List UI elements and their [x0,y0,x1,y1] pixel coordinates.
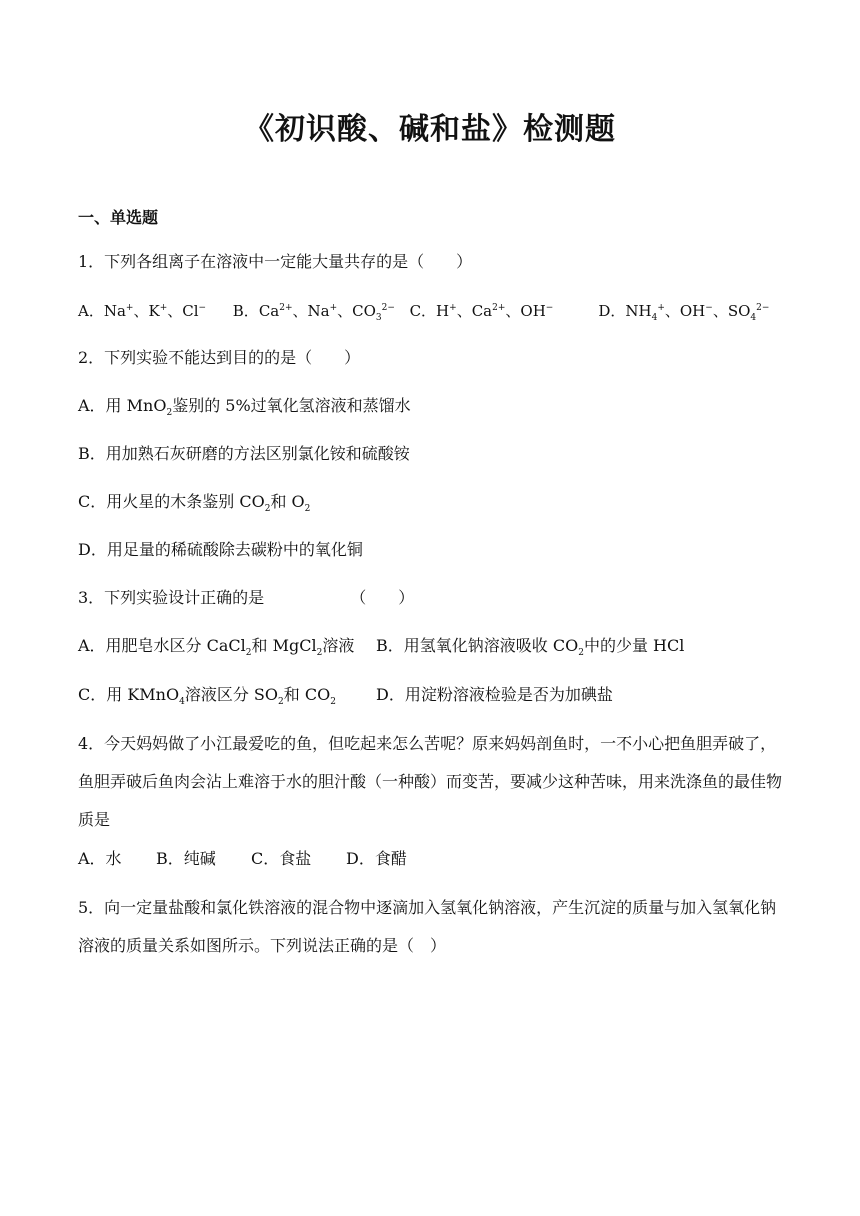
question-3-options-row1 [78,634,684,658]
question-4-option-c: C．食盐 [251,849,312,868]
question-3-option-a: A．用肥皂水区分 CaCl$_2$和 MgCl$_2$溶液 [78,636,355,659]
question-3-option-d: D．用淀粉溶液检验是否为加碘盐 [376,685,613,704]
question-1-option-b: B．$Ca^{2+}$、Na+、$CO_3^{2-}$ [232,302,395,323]
question-3-stem: 3．下列实验设计正确的是 （ ） [78,588,415,607]
question-4-option-d: D．食醋 [346,849,407,868]
question-5-stem: 5．向一定量盐酸和氯化铁溶液的混合物中逐滴加入氢氧化钠溶液，产生沉淀的质量与加入氢氧化钠溶液的质量关系如图所示。下列说法正确的是（ ） [78,898,777,955]
question-4-option-b: B．纯碱 [156,849,216,868]
question-4-stem: 4．今天妈妈做了小江最爱吃的鱼，但吃起来怎么苦呢？原来妈妈剖鱼时，一不小心把鱼胆弄破了，鱼胆弄破后鱼肉会沾上难溶于水的胆汁酸（一种酸）而变苦，要减少这种苦味，用来洗涤鱼的最佳物质是 [78,734,783,829]
question-1-stem: 1．下列各组离子在溶液中一定能大量共存的是（ ） [78,252,473,271]
question-1-options [78,300,769,321]
question-2-option-a: A．用 MnO$_2$鉴别的 5%过氧化氢溶液和蒸馏水 [78,396,411,419]
question-1-option-d: D．$NH_4^+$、OH−、$SO_4^{2-}$ [598,302,770,323]
question-3-options-row2 [78,683,613,707]
question-3-option-c: C．用 KMnO$_4$溶液区分 $SO_2$和 $CO_2$ [78,685,336,708]
question-2-stem: 2．下列实验不能达到目的的是（ ） [78,348,361,367]
question-3-option-b: B．用氢氧化钠溶液吸收 $CO_2$中的少量 HCl [376,636,685,659]
question-2-option-d: D．用足量的稀硫酸除去碳粉中的氧化铜 [78,540,363,559]
question-1-option-a: A．Na+、K+、Cl− [78,302,207,320]
page-title: 《初识酸、碱和盐》检测题 [244,112,616,147]
question-2-option-c: C．用火星的木条鉴别 $CO_2$和 $O_2$ [78,492,311,515]
question-4-options [78,847,407,871]
question-2-option-b: B．用加熟石灰研磨的方法区别氯化铵和硫酸铵 [78,444,410,463]
question-1-option-c: C．H+、$Ca^{2+}$、OH− [409,302,554,320]
question-4-option-a: A．水 [78,849,122,868]
section-heading: 一、单选题 [78,208,159,227]
